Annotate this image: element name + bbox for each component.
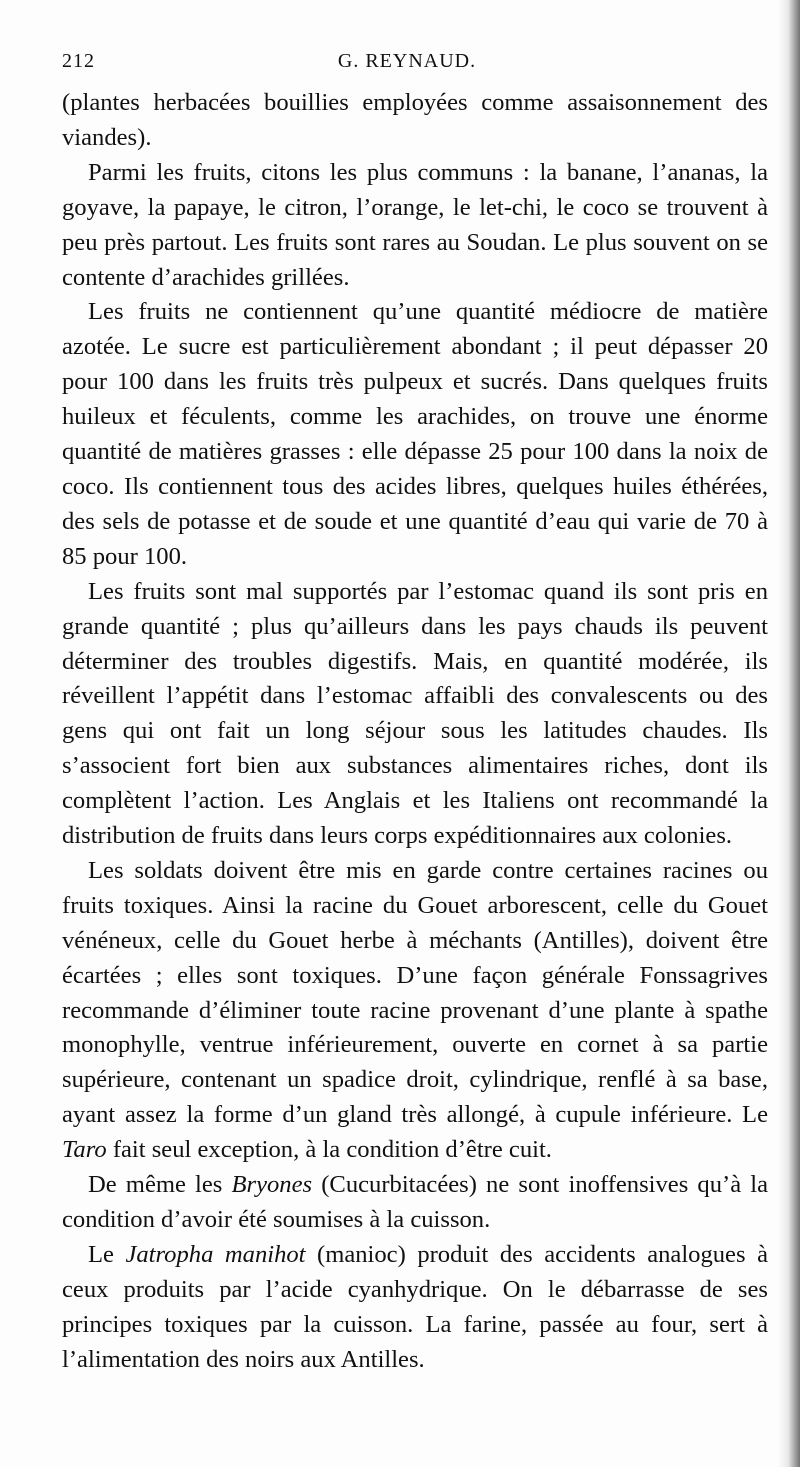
body-text (62, 86, 768, 1378)
italic-term: Bryones (231, 1171, 313, 1199)
paragraph-jatropha (62, 1238, 768, 1378)
paragraph-bryones (62, 1168, 768, 1238)
paragraph-text: Le (88, 1240, 126, 1268)
italic-term: Taro (62, 1136, 107, 1164)
paragraph-text: (Cucurbitacées) ne sont inoffensives qu’à la condition d’avoir été soumises à la cuisson. (62, 1171, 768, 1233)
paragraph-fruits-list (62, 156, 768, 296)
paragraph-fruit-composition (62, 295, 768, 574)
page-number: 212 (62, 50, 95, 72)
running-head: G. REYNAUD. (337, 50, 477, 72)
paragraph-text: Parmi les fruits, citons les plus communs : la banane, l’ananas, la goyave, la papaye, le citron, l’orange, le let-chi, le coco se trouvent à peu près partout. Les fruits sont rares au Soudan. Le plus souvent on se contente d’arachides grillées. (62, 158, 768, 291)
paragraph-text: Les soldats doivent être mis en garde contre certaines racines ou fruits toxiques. Ainsi la racine du Gouet arborescent, celle du Gouet vénéneux, celle du Gouet herbe à méchants (Antilles), doivent être écartées ; elles sont toxiques. D’une façon générale Fonssagrives recommande d’éliminer toute racine provenant d’une plante à spathe monophylle, ventrue inférieurement, ouverte en cornet à sa partie supérieure, contenant un spadice droit, cylindrique, renflé à sa base, ayant assez la forme d’un gland très allongé, à cupule inférieure. Le (62, 856, 768, 1129)
page-header (62, 50, 752, 78)
paragraph-text: fait seul exception, à la condition d’être cuit. (106, 1136, 552, 1164)
paragraph-digestion (62, 575, 768, 854)
paragraph-toxic-roots (62, 854, 768, 1168)
paragraph-text: (plantes herbacées bouillies employées comme assaisonnement des viandes). (62, 89, 768, 151)
paragraph-text: Les fruits sont mal supportés par l’estomac quand ils sont pris en grande quantité ; plus qu’ailleurs dans les pays chauds ils peuvent déterminer des troubles digestifs. Mais, en quantité modérée, ils réveillent l’appétit dans l’estomac affaibli des convalescents ou des gens qui ont fait un long séjour sous les latitudes chaudes. Ils s’associent fort bien aux substances alimentaires riches, dont ils complètent l’action. Les Anglais et les Italiens ont recommandé la distribution de fruits dans leurs corps expéditionnaires aux colonies. (62, 577, 768, 850)
page-edge-shadow (778, 0, 800, 1467)
italic-term: Jatropha manihot (125, 1240, 306, 1268)
paragraph-text: Les fruits ne contiennent qu’une quantité médiocre de matière azotée. Le sucre est particulièrement abondant ; il peut dépasser 20 pour 100 dans les fruits très pulpeux et sucrés. Dans quelques fruits huileux et féculents, comme les arachides, on trouve une énorme quantité de matières grasses : elle dépasse 25 pour 100 dans la noix de coco. Ils contiennent tous des acides libres, quelques huiles éthérées, des sels de potasse et de soude et une quantité d’eau qui varie de 70 à 85 pour 100. (62, 298, 768, 570)
paragraph-text: De même les (88, 1171, 232, 1199)
paragraph-text: (manioc) produit des accidents analogues à ceux produits par l’acide cyanhydrique. On le débarrasse de ses principes toxiques par la cuisson. La farine, passée au four, sert à l’alimentation des noirs aux Antilles. (62, 1240, 768, 1373)
paragraph-continuation (62, 86, 768, 156)
